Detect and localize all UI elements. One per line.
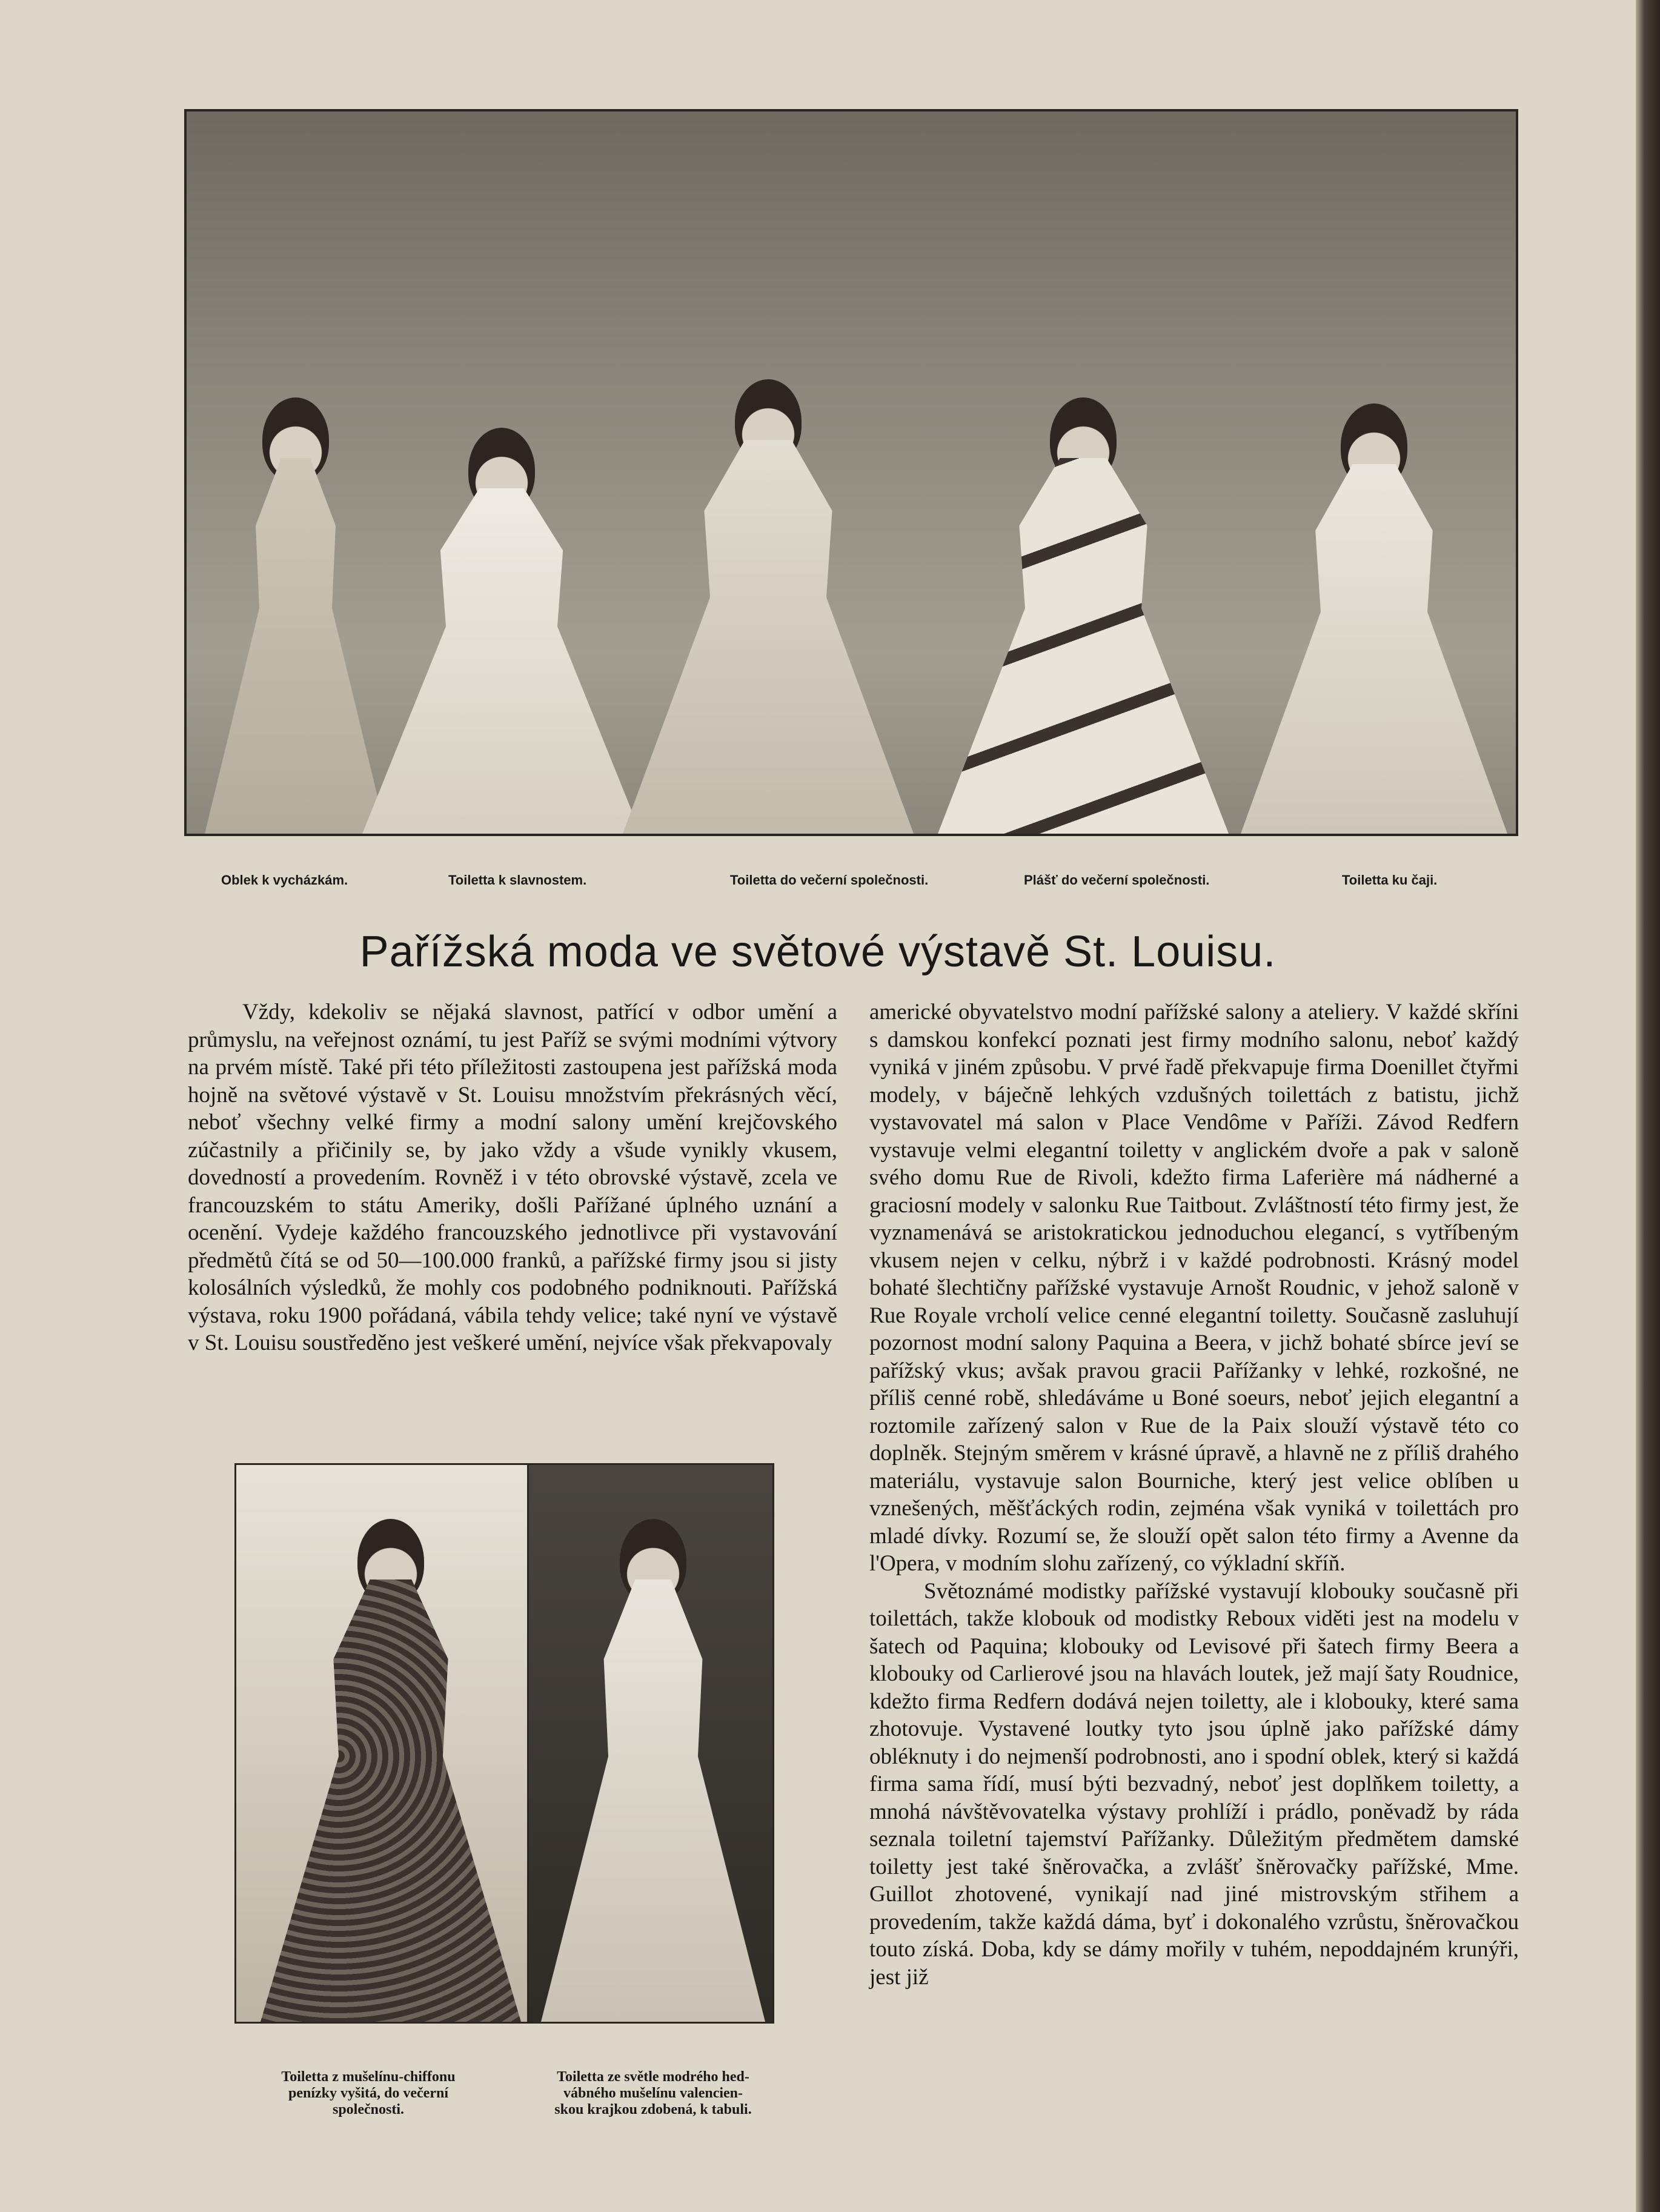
figure-walking-suit — [205, 276, 387, 834]
caption-muslin-gown: Toiletta ze světle modrého hed- vábného mušelínu valencien- skou krajkou zdobená, k tabuli. — [554, 2069, 752, 2117]
caption-walking-suit: Oblek k vycházkám. — [221, 872, 348, 888]
paragraph: Vždy, kdekoliv se nějaká slavnost, patřící v odbor umění a průmyslu, na veřejnost oznámí, tu jest Paříž se svými modními výtvory na prvém místě. Také při této příležitosti zastoupena jest pařížská moda hojně na světové výstavě v St. Louisu množstvím překrásných věcí, neboť všechny velké firmy a modní salony umění krejčovského zúčastnily a přičinily se, by jako vždy a všude vynikly vkusem, dovedností a provedením. Rovněž i v této obrovské výstavě, zcela ve francouzském to státu Ameriky, došli Pařížané úplného uznání a ocenění. Vydeje každého francouzského jednotlivce při vystavování předmětů čítá se od 50—100.000 franků, a pařížské firmy jsou si jisty kolosálních výsledků, že mohly cos podobného podniknouti. Pařížská výstava, roku 1900 pořádaná, vábila tehdy velice; také nyní ve výstavě v St. Louisu soustředěno jest veškeré umění, nejvíce však překvapovaly — [188, 1000, 837, 1355]
fashion-photo-muslin-gown — [527, 1463, 774, 2024]
left-column — [188, 998, 837, 1357]
figure-festive-gown — [362, 288, 641, 834]
caption-evening: Toiletta do večerní společnosti. — [730, 872, 929, 888]
figure-tea-gown — [1241, 270, 1507, 834]
caption-cloak: Plášť do večerní společnosti. — [1024, 872, 1210, 888]
article-title: Pařížská moda ve světové výstavě St. Louisu. — [359, 928, 1277, 976]
fashion-photo-chiffon-gown — [234, 1463, 543, 2024]
caption-tea: Toiletta ku čaji. — [1342, 872, 1438, 888]
page-binding-edge — [1636, 0, 1660, 2212]
paragraph: Světoznámé modistky pařížské vystavují klobouky současně při toilettách, takže klobouk od modistky Reboux viděti jest na modelu v šatech od Paquina; klobouky od Levisové při šatech firmy Beera a klobouky od Carlierové jsou na hlavách loutek, jež mají šaty Roudnice, kdežto firma Redfern dodává nejen toiletty, ale i klobouky, které sama zhotovuje. Vystavené loutky tyto jsou úplně jako pařížské dámy obléknuty i do nejmenší podrobnosti, ano i spodní oblek, který si každá firma sama řídí, musí býti bezvadný, neboť jest doplňkem toiletty, a mnohá návštěvovatelka výstavy prohlíží i prádlo, poněvadž by ráda seznala toiletní tajemství Pařížanky. Důležitým předmětem damské toiletty jest také šněrovačka, a zvlášť šněrovačky pařížské, Mme. Guillot zhotovené, vynikají nad jiné mistrovským střihem a provedením, takže každá dáma, byť i dokonalého vzrůstu, šněrovačkou touto získá. Doba, kdy se dámy mořily v tuhém, nepoddajném krunýři, jest již — [869, 1578, 1519, 1990]
figure-evening-cloak — [938, 270, 1229, 834]
fashion-photo-five-gowns — [184, 109, 1518, 836]
paragraph: americké obyvatelstvo modní pařížské salony a ateliery. V každé skříni s damskou konfekcí poznati jest firmy modního salonu, neboť každý vyniká v jiném způsobu. V prvé řadě překvapuje firma Doenillet čtyřmi modely, v báječně lehkých vzdušných toilettách z batistu, jichž vystavovatel má salon v Place Vendôme v Paříži. Závod Redfern vystavuje velmi elegantní toiletty v anglickém dvoře a pak v saloně svého domu Rue de Rivoli, kdežto firma Laferière má nádherné a graciosní modely v salonku Rue Taitbout. Zvláštností této firmy jest, že vyznamenává se aristokratickou jednoduchou elegancí, s vytříbeným vkusem nejen v celku, nýbrž i v každé podrobnosti. Krásný model bohaté šlechtičny pařížské vystavuje Arnošt Roudnic, v jehož saloně v Rue Royale vrcholí velice cenné elegantní toiletty. Současně zasluhují pozornost modní salony Paquina a Beera, v jichž bohaté sbírce jeví se pařížský vkus; avšak pravou gracii Pařížanky v lehké, rozkošné, ne příliš cenné robě, shledáváme u Boné soeurs, neboť jejich elegantní a roztomile zařízený salon v Rue de la Paix slouží výstavě této co doplněk. Stejným směrem v krásné úpravě, a hlavně ne z příliš drahého materiálu, vystavuje salon Bourniche, který jest velice oblíben u vznešených, měšťáckých rodin, zejména však vyniká v toilettách pro mladé dívky. Rozumí se, že slouží opět salon této firmy a Avenne da l'Opera, v modním slohu zařízený, co výkladní skříň. — [869, 1000, 1519, 1576]
right-column — [869, 998, 1519, 1991]
caption-festive: Toiletta k slavnostem. — [448, 872, 587, 888]
caption-chiffon-gown: Toiletta z mušelínu-chiffonu penízky vyšitá, do večerní společnosti. — [281, 2069, 456, 2117]
figure-evening-gown — [623, 264, 914, 834]
